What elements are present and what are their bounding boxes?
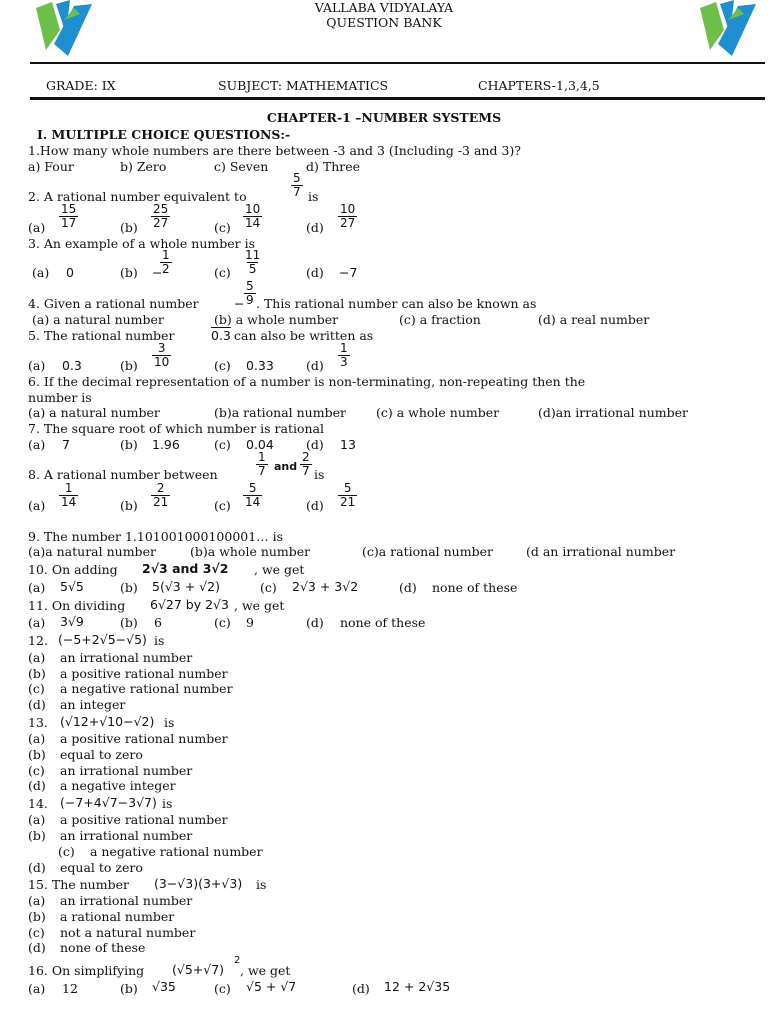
question-text: is — [308, 189, 319, 204]
option-label: (c) — [214, 981, 231, 996]
option-label: (b) — [28, 909, 46, 924]
option-value: equal to zero — [60, 860, 143, 875]
fraction: $\frac{10}{14}$ — [245, 202, 261, 230]
fraction: $\frac{1}{14}$ — [61, 481, 77, 509]
option: (b)a whole number — [190, 544, 311, 559]
option-value: an irrational number — [60, 893, 193, 908]
option-value: none of these — [340, 615, 426, 630]
exponent: 2 — [234, 955, 241, 966]
subject-label: SUBJECT: MATHEMATICS — [218, 78, 389, 93]
option-label: (d) — [306, 220, 324, 235]
option: a) Four — [28, 159, 74, 174]
fraction: $\frac{11}{5}$ — [245, 248, 261, 276]
option: d) Three — [306, 159, 361, 174]
option-label: (a) — [28, 580, 46, 595]
option-value: 1.96 — [152, 437, 180, 452]
question-text: is — [154, 633, 165, 648]
option-label: (d) — [306, 437, 324, 452]
option-label: (d) — [306, 498, 324, 513]
option-label: (a) — [28, 650, 46, 665]
option-label: (c) — [214, 437, 231, 452]
option-value: 5(√3 + √2) — [152, 579, 220, 594]
section-heading: I. MULTIPLE CHOICE QUESTIONS:- — [37, 127, 291, 142]
option: (d) a real number — [538, 312, 650, 327]
option: (c)a rational number — [362, 544, 493, 559]
question-15: 15. The number — [28, 877, 129, 892]
fraction: $\frac{1}{3}$ — [340, 341, 348, 369]
option-label: (a) — [28, 812, 46, 827]
fraction: $\frac{3}{10}$ — [154, 341, 170, 369]
option: (a) a natural number — [28, 405, 160, 420]
option-label: (b) — [28, 828, 46, 843]
option-label: (d) — [306, 615, 324, 630]
option-value: 5√5 — [60, 579, 84, 594]
option-value: 2√3 + 3√2 — [292, 579, 359, 594]
option-label: (b) — [120, 265, 138, 280]
grade-label: GRADE: IX — [46, 78, 116, 93]
option-label: (c) — [28, 925, 45, 940]
option-value: 7 — [62, 437, 70, 452]
question-text: , we get — [234, 598, 285, 613]
option-label: (c) — [214, 498, 231, 513]
option-label: (d) — [28, 860, 46, 875]
option-value: −7 — [339, 265, 358, 280]
question-text: , we get — [240, 963, 291, 978]
question-11: 11. On dividing — [28, 598, 126, 613]
option-value: 0.04 — [246, 437, 274, 452]
question-text: . This rational number can also be known as — [256, 296, 537, 311]
option-value: 6 — [154, 615, 162, 630]
option-value: a positive rational number — [60, 731, 228, 746]
question-text: is — [314, 467, 325, 482]
option-label: (d) — [399, 580, 417, 595]
option: c) Seven — [214, 159, 269, 174]
option-label: (a) — [28, 498, 46, 513]
question-text: is — [256, 877, 267, 892]
school-name: VALLABA VIDYALAYA — [314, 0, 454, 15]
option-label: (d) — [306, 358, 324, 373]
option-label: (c) — [214, 220, 231, 235]
fraction: $\frac{5}{9}$ — [246, 279, 254, 307]
option-label: (a) — [28, 358, 46, 373]
option-label: (d) — [28, 778, 46, 793]
option-value: 13 — [340, 437, 356, 452]
option-label: (b) — [120, 358, 138, 373]
option-value: 9 — [246, 615, 254, 630]
question-13: 13. — [28, 715, 48, 730]
fraction: $\frac{25}{27}$ — [153, 202, 169, 230]
option-value: 3√9 — [60, 614, 84, 629]
option-value: 12 — [62, 981, 78, 996]
header-rule-bottom — [30, 97, 765, 100]
header-rule-top — [30, 62, 765, 64]
option-label: (a) — [28, 731, 46, 746]
option-value: 0.33 — [246, 358, 274, 373]
fraction: $\frac{15}{17}$ — [61, 202, 77, 230]
question-6: 6. If the decimal representation of a number is non-terminating, non-repeating then the — [28, 374, 586, 389]
option-label: (c) — [58, 844, 75, 859]
option-label: (b) — [120, 498, 138, 513]
option-label: (c) — [260, 580, 277, 595]
option-label: (c) — [214, 358, 231, 373]
math-expression: (−5+2√5−√5) — [58, 632, 147, 647]
option-label: (b) — [28, 666, 46, 681]
fraction: $\frac{2}{7}$ — [302, 450, 310, 478]
minus-sign: − — [152, 265, 163, 280]
option-label: (a) — [28, 615, 46, 630]
option-label: (c) — [28, 763, 45, 778]
question-text: number is — [28, 390, 92, 405]
option-label: (d) — [28, 697, 46, 712]
option-label: (d) — [28, 940, 46, 955]
option-label: (b) — [120, 437, 138, 452]
option-label: (c) — [28, 681, 45, 696]
option-label: (b) — [120, 615, 138, 630]
option-label: (a) — [32, 265, 50, 280]
option-label: (c) — [214, 265, 231, 280]
question-5: 5. The rational number — [28, 328, 175, 343]
fraction: $\frac{5}{7}$ — [293, 171, 301, 199]
option-value: 0 — [66, 265, 74, 280]
option-label: (b) — [120, 981, 138, 996]
math-expression: (√12+√10−√2) — [60, 714, 155, 729]
option: (d)an irrational number — [538, 405, 688, 420]
question-7: 7. The square root of which number is rational — [28, 421, 325, 436]
question-16: 16. On simplifying — [28, 963, 145, 978]
option: b) Zero — [120, 159, 167, 174]
fraction: $\frac{1}{7}$ — [258, 450, 266, 478]
fraction: $\frac{5}{21}$ — [340, 481, 356, 509]
option-value: equal to zero — [60, 747, 143, 762]
option-label: (b) — [120, 580, 138, 595]
question-text: can also be written as — [234, 328, 374, 343]
option-value: an irrational number — [60, 763, 193, 778]
fraction: $\frac{1}{2}$ — [162, 248, 170, 276]
question-text: , we get — [254, 562, 305, 577]
option: (c) a fraction — [399, 312, 481, 327]
fraction: $\frac{10}{27}$ — [340, 202, 356, 230]
option-label: (d) — [352, 981, 370, 996]
option-label: (b) — [28, 747, 46, 762]
option-value: not a natural number — [60, 925, 196, 940]
math-expression: (3−√3)(3+√3) — [154, 876, 243, 891]
question-1: 1.How many whole numbers are there between -3 and 3 (Including -3 and 3)? — [28, 143, 521, 158]
option-label: (a) — [28, 437, 46, 452]
option-value: a negative integer — [60, 778, 176, 793]
question-4: 4. Given a rational number — [28, 296, 199, 311]
math-expression: (−7+4√7−3√7) — [60, 795, 157, 810]
option-value: a negative rational number — [90, 844, 263, 859]
fraction: $\frac{5}{14}$ — [245, 481, 261, 509]
option-label: (c) — [214, 615, 231, 630]
question-9: 9. The number 1.101001000100001… is — [28, 529, 284, 544]
math-expression: (√5+√7) — [172, 962, 225, 977]
option-value: an irrational number — [60, 828, 193, 843]
option-value: none of these — [432, 580, 518, 595]
option: (b) a whole number — [214, 312, 339, 327]
option-value: a positive rational number — [60, 666, 228, 681]
document-title: QUESTION BANK — [326, 15, 442, 30]
question-text: is — [164, 715, 175, 730]
option-value: a positive rational number — [60, 812, 228, 827]
option-value: a negative rational number — [60, 681, 233, 696]
option: (b)a rational number — [214, 405, 346, 420]
question-3: 3. An example of a whole number is — [28, 236, 255, 251]
recurring-decimal: 0.3 — [211, 328, 231, 343]
question-10: 10. On adding — [28, 562, 118, 577]
math-expression: 2√3 and 3√2 — [142, 561, 229, 576]
option-label: (a) — [28, 981, 46, 996]
question-text: is — [162, 796, 173, 811]
option-label: (b) — [120, 220, 138, 235]
option-label: (a) — [28, 220, 46, 235]
math-expression: 6√27 by 2√3 — [150, 597, 229, 612]
option: (a) a natural number — [32, 312, 164, 327]
option: (c) a whole number — [376, 405, 500, 420]
fraction: $\frac{2}{21}$ — [153, 481, 169, 509]
chapter-title: CHAPTER-1 –NUMBER SYSTEMS — [266, 110, 502, 125]
option: (d an irrational number — [526, 544, 676, 559]
option-value: none of these — [60, 940, 146, 955]
question-12: 12. — [28, 633, 48, 648]
option-value: a rational number — [60, 909, 175, 924]
question-text: and — [274, 460, 298, 473]
option-label: (d) — [306, 265, 324, 280]
option-value: an irrational number — [60, 650, 193, 665]
option-value: √35 — [152, 979, 176, 994]
option-label: (a) — [28, 893, 46, 908]
option-value: an integer — [60, 697, 126, 712]
question-2: 2. A rational number equivalent to — [28, 189, 247, 204]
option-value: √5 + √7 — [246, 979, 297, 994]
chapters-label: CHAPTERS-1,3,4,5 — [478, 78, 600, 93]
minus-sign: − — [234, 296, 245, 311]
option-value: 0.3 — [62, 358, 82, 373]
option: (a)a natural number — [28, 544, 156, 559]
option-value: 12 + 2√35 — [384, 979, 451, 994]
question-14: 14. — [28, 796, 48, 811]
question-8: 8. A rational number between — [28, 467, 218, 482]
